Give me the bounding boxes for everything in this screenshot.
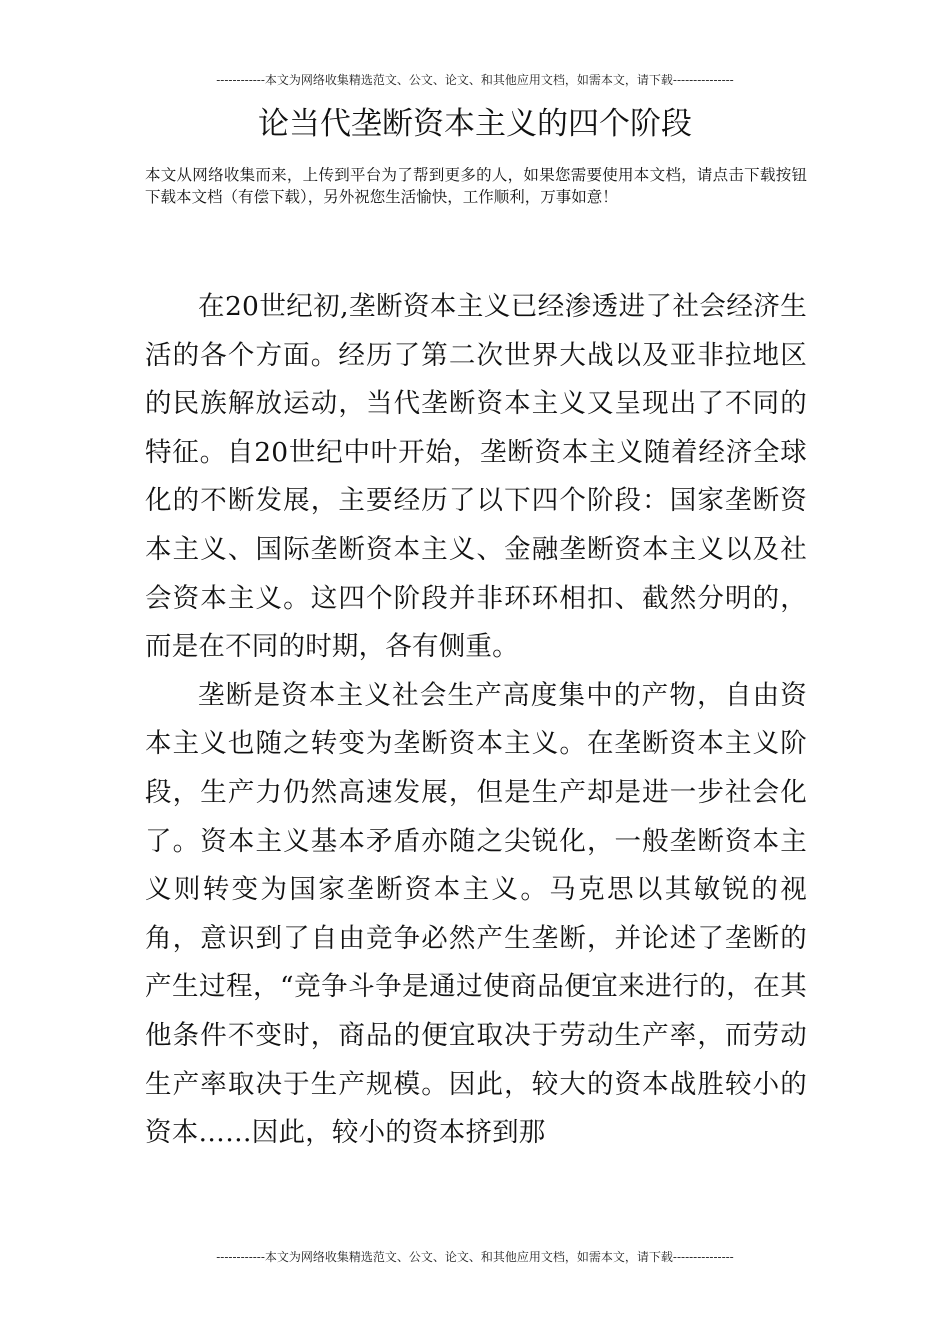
body-paragraph-2: 垄断是资本主义社会生产高度集中的产物，自由资本主义也随之转变为垄断资本主义。在垄断资本主义阶段，生产力仍然高速发展，但是生产却是进一步社会化了。资本主义基本矛盾亦随之尖锐化，一般垄断资本主义则转变为国家垄断资本主义。马克思以其敏锐的视角，意识到了自由竞争必然产生垄断，并论述了垄断的产生过程，“竞争斗争是通过使商品便宜来进行的，在其他条件不变时，商品的便宜取决于劳动生产率，而劳动生产率取决于生产规模。因此，较大的资本战胜较小的资本……因此，较小的资本挤到那 (145, 679, 807, 1149)
document-body (145, 283, 807, 1158)
body-paragraph-1: 在20世纪初,垄断资本主义已经渗透进了社会经济生活的各个方面。经历了第二次世界大战以及亚非拉地区的民族解放运动，当代垄断资本主义又呈现出了不同的特征。自20世纪中叶开始，垄断资本主义随着经济全球化的不断发展，主要经历了以下四个阶段：国家垄断资本主义、国际垄断资本主义、金融垄断资本主义以及社会资本主义。这四个阶段并非环环相扣、截然分明的，而是在不同的时期，各有侧重。 (145, 291, 807, 663)
download-notice: 本文从网络收集而来，上传到平台为了帮到更多的人，如果您需要使用本文档，请点击下载按钮下载本文档（有偿下载），另外祝您生活愉快，工作顺利，万事如意！ (145, 166, 807, 206)
page-header-banner: ------------本文为网络收集精选范文、公文、论文、和其他应用文档，如需本文，请下载--------------- (216, 73, 734, 87)
document-title: 论当代垄断资本主义的四个阶段 (258, 106, 692, 142)
page-footer-banner: ------------本文为网络收集精选范文、公文、论文、和其他应用文档，如需本文，请下载--------------- (216, 1250, 734, 1264)
